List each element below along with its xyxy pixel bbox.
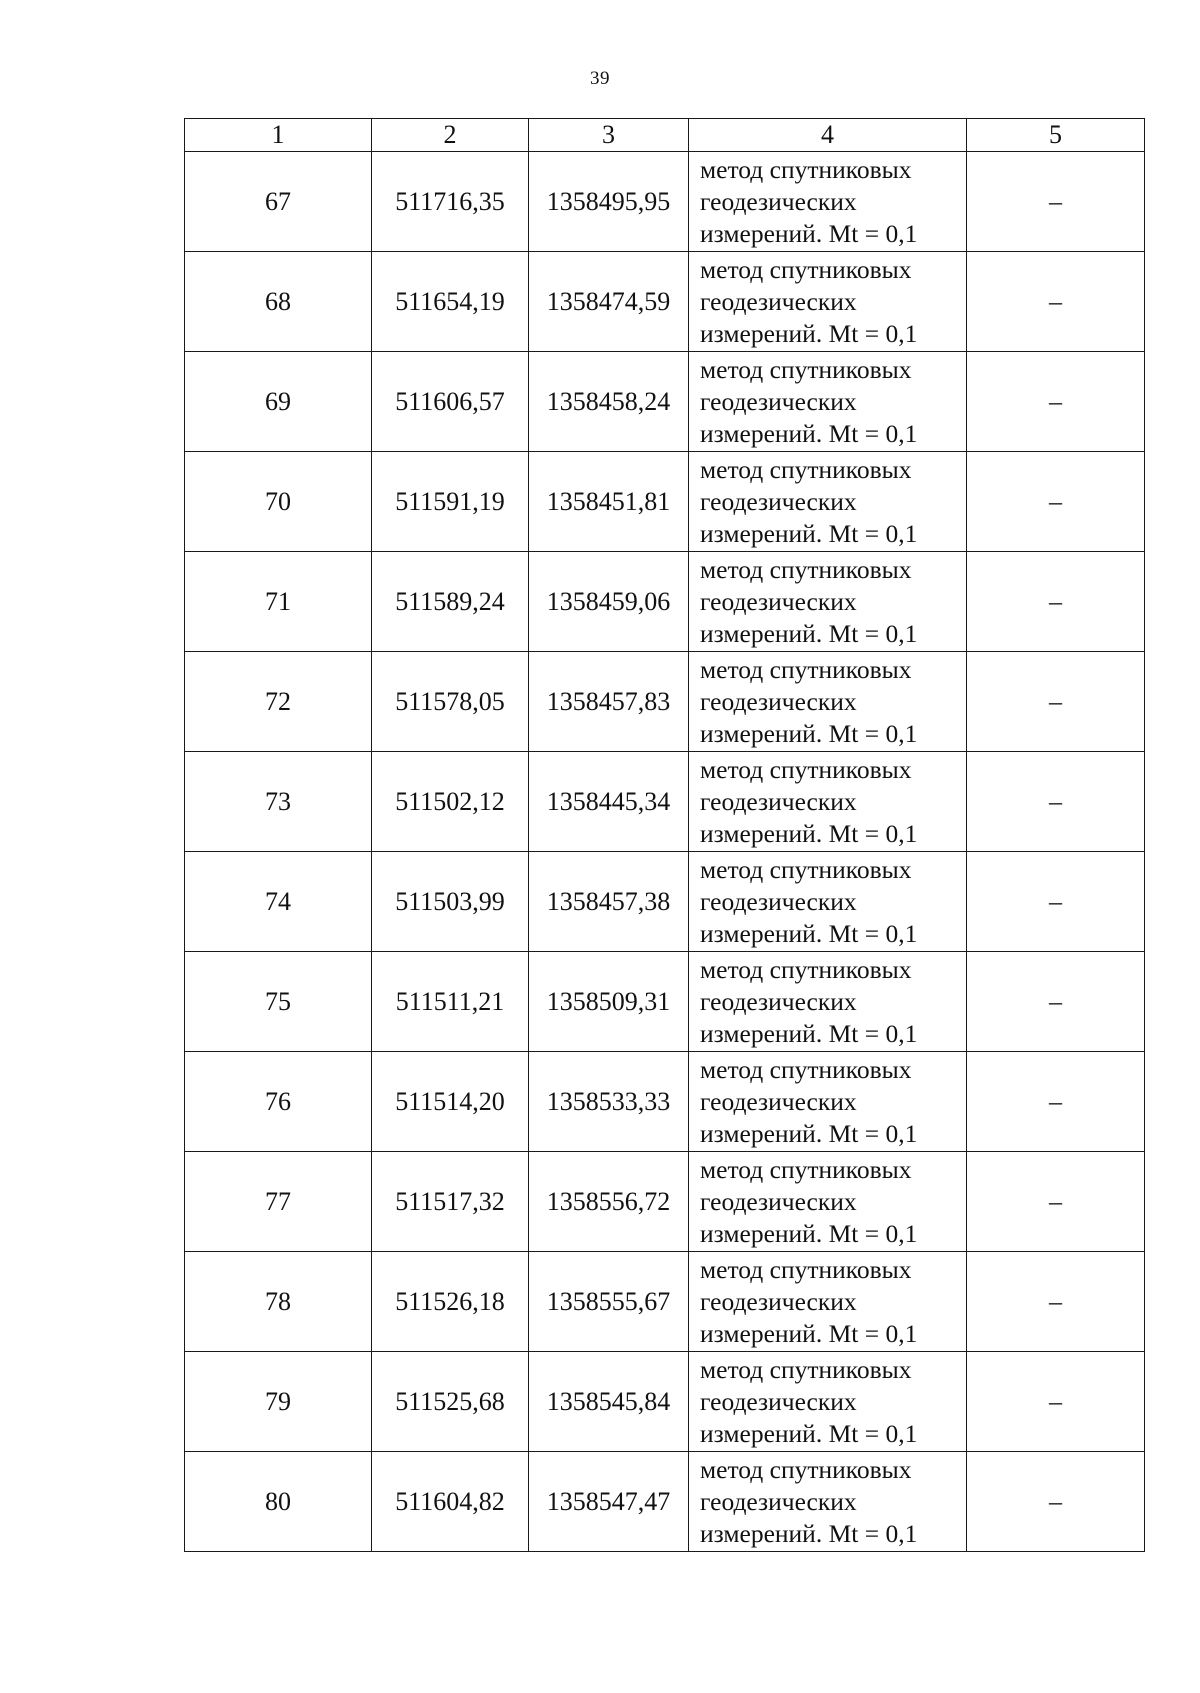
note-cell <box>967 1152 1145 1252</box>
y-coordinate-cell: 1358474,59 <box>529 252 689 352</box>
x-coordinate-cell: 511511,21 <box>372 952 529 1052</box>
table-row <box>185 652 1145 752</box>
method-cell <box>689 852 967 952</box>
point-number-cell: 67 <box>185 152 372 252</box>
table-row <box>185 1252 1145 1352</box>
y-coordinate-cell: 1358451,81 <box>529 452 689 552</box>
note-dash: – <box>1049 186 1062 216</box>
method-text-line: метод спутниковых <box>700 354 912 384</box>
method-cell <box>689 652 967 752</box>
method-text-line: измерений. Mt = 0,1 <box>700 218 918 248</box>
point-number-cell: 68 <box>185 252 372 352</box>
method-text-line: измерений. Mt = 0,1 <box>700 618 918 648</box>
method-text-line: измерений. Mt = 0,1 <box>700 1118 918 1148</box>
page-number: 39 <box>590 68 610 89</box>
method-text-line: измерений. Mt = 0,1 <box>700 418 918 448</box>
note-dash: – <box>1049 1286 1062 1316</box>
note-dash: – <box>1049 1186 1062 1216</box>
method-text-line: метод спутниковых <box>700 1354 912 1384</box>
header-cell-1: 1 <box>185 119 372 152</box>
method-text-line: измерений. Mt = 0,1 <box>700 318 918 348</box>
table-body <box>185 119 1145 1552</box>
method-text-line: измерений. Mt = 0,1 <box>700 1218 918 1248</box>
method-text-line: метод спутниковых <box>700 1254 912 1284</box>
y-coordinate-cell: 1358457,38 <box>529 852 689 952</box>
coordinates-table <box>184 118 1145 1552</box>
method-text-line: геодезических <box>700 1086 857 1116</box>
note-dash: – <box>1049 486 1062 516</box>
header-cell-3: 3 <box>529 119 689 152</box>
y-coordinate-cell: 1358545,84 <box>529 1352 689 1452</box>
note-cell <box>967 1452 1145 1552</box>
table-row <box>185 352 1145 452</box>
note-dash: – <box>1049 386 1062 416</box>
note-dash: – <box>1049 1386 1062 1416</box>
x-coordinate-cell: 511517,32 <box>372 1152 529 1252</box>
x-coordinate-cell: 511514,20 <box>372 1052 529 1152</box>
method-text-line: геодезических <box>700 686 857 716</box>
method-text-line: метод спутниковых <box>700 854 912 884</box>
table-header-row <box>185 119 1145 152</box>
note-cell <box>967 252 1145 352</box>
note-dash: – <box>1049 1086 1062 1116</box>
method-text-line: геодезических <box>700 1286 857 1316</box>
method-text-line: метод спутниковых <box>700 1154 912 1184</box>
method-cell <box>689 752 967 852</box>
note-cell <box>967 852 1145 952</box>
table-row <box>185 752 1145 852</box>
method-text-line: геодезических <box>700 586 857 616</box>
method-text-line: измерений. Mt = 0,1 <box>700 718 918 748</box>
method-cell <box>689 152 967 252</box>
header-cell-5: 5 <box>967 119 1145 152</box>
note-cell <box>967 1252 1145 1352</box>
method-text-line: измерений. Mt = 0,1 <box>700 1318 918 1348</box>
table-row <box>185 152 1145 252</box>
method-text-line: геодезических <box>700 1386 857 1416</box>
method-text-line: метод спутниковых <box>700 1054 912 1084</box>
x-coordinate-cell: 511578,05 <box>372 652 529 752</box>
note-cell <box>967 652 1145 752</box>
x-coordinate-cell: 511606,57 <box>372 352 529 452</box>
point-number-cell: 71 <box>185 552 372 652</box>
x-coordinate-cell: 511716,35 <box>372 152 529 252</box>
table-row <box>185 252 1145 352</box>
table-row <box>185 952 1145 1052</box>
method-text-line: измерений. Mt = 0,1 <box>700 1018 918 1048</box>
table-row <box>185 452 1145 552</box>
method-cell <box>689 452 967 552</box>
point-number-cell: 72 <box>185 652 372 752</box>
point-number-cell: 77 <box>185 1152 372 1252</box>
method-cell <box>689 1252 967 1352</box>
method-text-line: метод спутниковых <box>700 654 912 684</box>
header-cell-4: 4 <box>689 119 967 152</box>
point-number-cell: 75 <box>185 952 372 1052</box>
y-coordinate-cell: 1358445,34 <box>529 752 689 852</box>
point-number-cell: 73 <box>185 752 372 852</box>
note-dash: – <box>1049 586 1062 616</box>
method-text-line: метод спутниковых <box>700 754 912 784</box>
method-text-line: геодезических <box>700 786 857 816</box>
y-coordinate-cell: 1358459,06 <box>529 552 689 652</box>
table-row <box>185 1352 1145 1452</box>
note-cell <box>967 352 1145 452</box>
y-coordinate-cell: 1358509,31 <box>529 952 689 1052</box>
note-dash: – <box>1049 886 1062 916</box>
note-cell <box>967 1352 1145 1452</box>
y-coordinate-cell: 1358495,95 <box>529 152 689 252</box>
table-row <box>185 1452 1145 1552</box>
method-text-line: геодезических <box>700 386 857 416</box>
point-number-cell: 74 <box>185 852 372 952</box>
method-cell <box>689 1152 967 1252</box>
method-text-line: метод спутниковых <box>700 154 912 184</box>
point-number-cell: 80 <box>185 1452 372 1552</box>
note-cell <box>967 752 1145 852</box>
table-row <box>185 852 1145 952</box>
point-number-cell: 76 <box>185 1052 372 1152</box>
note-cell <box>967 1052 1145 1152</box>
table-row <box>185 552 1145 652</box>
x-coordinate-cell: 511502,12 <box>372 752 529 852</box>
note-cell <box>967 152 1145 252</box>
method-text-line: измерений. Mt = 0,1 <box>700 518 918 548</box>
table-row <box>185 1152 1145 1252</box>
y-coordinate-cell: 1358555,67 <box>529 1252 689 1352</box>
x-coordinate-cell: 511589,24 <box>372 552 529 652</box>
method-cell <box>689 1052 967 1152</box>
method-cell <box>689 1352 967 1452</box>
method-cell <box>689 352 967 452</box>
point-number-cell: 69 <box>185 352 372 452</box>
y-coordinate-cell: 1358556,72 <box>529 1152 689 1252</box>
method-text-line: измерений. Mt = 0,1 <box>700 1418 918 1448</box>
method-text-line: геодезических <box>700 486 857 516</box>
method-cell <box>689 1452 967 1552</box>
method-text-line: геодезических <box>700 186 857 216</box>
y-coordinate-cell: 1358458,24 <box>529 352 689 452</box>
method-text-line: метод спутниковых <box>700 254 912 284</box>
x-coordinate-cell: 511526,18 <box>372 1252 529 1352</box>
method-text-line: геодезических <box>700 886 857 916</box>
method-cell <box>689 952 967 1052</box>
y-coordinate-cell: 1358547,47 <box>529 1452 689 1552</box>
note-cell <box>967 452 1145 552</box>
note-dash: – <box>1049 686 1062 716</box>
method-text-line: геодезических <box>700 1486 857 1516</box>
y-coordinate-cell: 1358457,83 <box>529 652 689 752</box>
note-dash: – <box>1049 786 1062 816</box>
method-text-line: метод спутниковых <box>700 954 912 984</box>
x-coordinate-cell: 511654,19 <box>372 252 529 352</box>
method-text-line: геодезических <box>700 286 857 316</box>
x-coordinate-cell: 511591,19 <box>372 452 529 552</box>
method-cell <box>689 552 967 652</box>
x-coordinate-cell: 511604,82 <box>372 1452 529 1552</box>
method-text-line: метод спутниковых <box>700 454 912 484</box>
method-text-line: измерений. Mt = 0,1 <box>700 818 918 848</box>
method-text-line: измерений. Mt = 0,1 <box>700 1518 918 1548</box>
note-cell <box>967 552 1145 652</box>
header-cell-2: 2 <box>372 119 529 152</box>
x-coordinate-cell: 511503,99 <box>372 852 529 952</box>
point-number-cell: 70 <box>185 452 372 552</box>
point-number-cell: 78 <box>185 1252 372 1352</box>
note-dash: – <box>1049 1486 1062 1516</box>
note-cell <box>967 952 1145 1052</box>
point-number-cell: 79 <box>185 1352 372 1452</box>
method-text-line: геодезических <box>700 1186 857 1216</box>
y-coordinate-cell: 1358533,33 <box>529 1052 689 1152</box>
table-row <box>185 1052 1145 1152</box>
x-coordinate-cell: 511525,68 <box>372 1352 529 1452</box>
method-text-line: геодезических <box>700 986 857 1016</box>
method-text-line: метод спутниковых <box>700 554 912 584</box>
note-dash: – <box>1049 986 1062 1016</box>
method-cell <box>689 252 967 352</box>
method-text-line: измерений. Mt = 0,1 <box>700 918 918 948</box>
note-dash: – <box>1049 286 1062 316</box>
method-text-line: метод спутниковых <box>700 1454 912 1484</box>
